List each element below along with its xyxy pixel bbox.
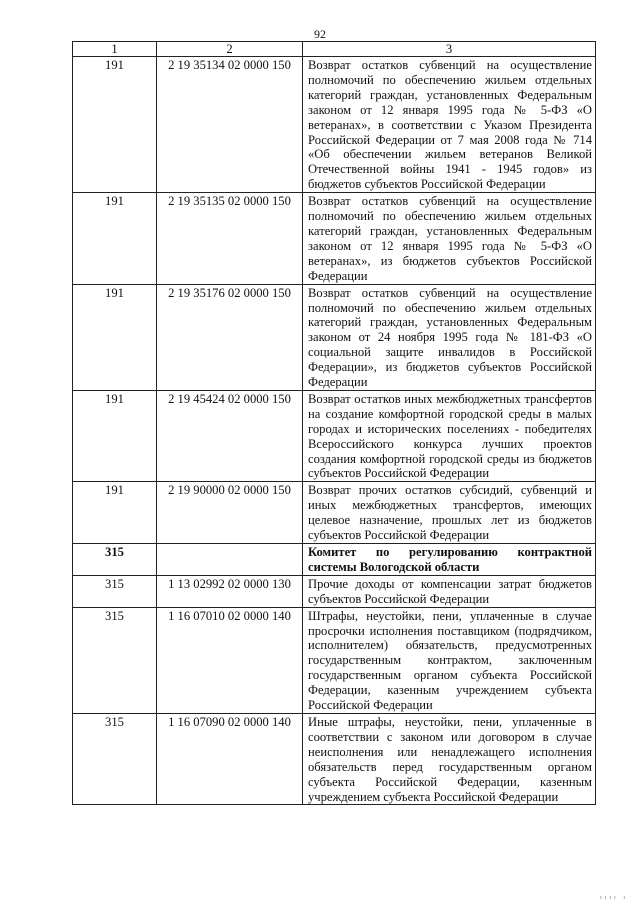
description-cell: Возврат остатков иных межбюджетных трансфертов на создание комфортной городской среды в малых городах и исторических поселениях - победителях Всероссийского конкурса лучших проектов создания комфортной городской среды из бюджетов субъектов Российской Федерации [303,390,596,481]
budget-code-cell: 1 16 07010 02 0000 140 [157,607,303,713]
description-cell: Иные штрафы, неустойки, пени, уплаченные в соответствии с законом или договором в случае неисполнения или ненадлежащего исполнения обязательств перед государственным органом субъекта Российской Федерации, казенным учреждением субъекта Российской Федерации [303,713,596,804]
budget-code-cell: 1 16 07090 02 0000 140 [157,713,303,804]
budget-code-cell: 2 19 45424 02 0000 150 [157,390,303,481]
admin-code-cell: 315 [73,607,157,713]
table-row [73,284,596,390]
admin-code-cell: 191 [73,193,157,284]
admin-code-cell: 191 [73,57,157,193]
description-cell: Прочие доходы от компенсации затрат бюджетов субъектов Российской Федерации [303,575,596,607]
table-row [73,57,596,193]
description-cell: Комитет по регулированию контрактной системы Вологодской области [303,544,596,576]
table-row [73,607,596,713]
description-cell: Возврат остатков субвенций на осуществление полномочий по обеспечению жильем отдельных категорий граждан, установленных Федеральным законом от 12 января 1995 года № 5-ФЗ «О ветеранах», из бюджетов субъектов Российской Федерации [303,193,596,284]
budget-code-cell: 2 19 35134 02 0000 150 [157,57,303,193]
table-row [73,390,596,481]
budget-code-cell: 2 19 90000 02 0000 150 [157,482,303,544]
header-col-3: 3 [303,42,596,57]
budget-code-cell: 2 19 35135 02 0000 150 [157,193,303,284]
description-cell: Возврат прочих остатков субсидий, субвенций и иных межбюджетных трансфертов, имеющих целевое назначение, прошлых лет из бюджетов субъектов Российской Федерации [303,482,596,544]
header-col-2: 2 [157,42,303,57]
table-row [73,193,596,284]
admin-code-cell: 191 [73,390,157,481]
budget-code-cell: 2 19 35176 02 0000 150 [157,284,303,390]
scan-mark: ıııı ı [600,895,628,901]
admin-code-cell: 315 [73,544,157,576]
budget-code-cell: 1 13 02992 02 0000 130 [157,575,303,607]
description-cell: Возврат остатков субвенций на осуществление полномочий по обеспечению жильем отдельных категорий граждан, установленных Федеральным законом от 12 января 1995 года № 5-ФЗ «О ветеранах», в соответствии с Указом Президента Российской Федерации от 7 мая 2008 года № 714 «Об обеспечении жильем ветеранов Великой Отечественной войны 1941 - 1945 годов» из бюджетов субъектов Российской Федерации [303,57,596,193]
table-row [73,575,596,607]
section-row [73,544,596,576]
budget-code-cell [157,544,303,576]
page-number: 92 [314,27,326,41]
description-cell: Возврат остатков субвенций на осуществление полномочий по обеспечению жильем отдельных категорий граждан, установленных Федеральным законом от 24 ноября 1995 года № 181-ФЗ «О социальной защите инвалидов в Российской Федерации», из бюджетов субъектов Российской Федерации [303,284,596,390]
admin-code-cell: 315 [73,713,157,804]
table-row [73,713,596,804]
header-row [73,42,596,57]
admin-code-cell: 191 [73,284,157,390]
description-cell: Штрафы, неустойки, пени, уплаченные в случае просрочки исполнения поставщиком (подрядчиком, исполнителем) обязательств, предусмотренных государственным контрактом, заключенным государственным органом субъекта Российской Федерации, казенным учреждением субъекта Российской Федерации [303,607,596,713]
table-row [73,482,596,544]
header-col-1: 1 [73,42,157,57]
admin-code-cell: 191 [73,482,157,544]
admin-code-cell: 315 [73,575,157,607]
revenue-codes-table [72,41,596,805]
